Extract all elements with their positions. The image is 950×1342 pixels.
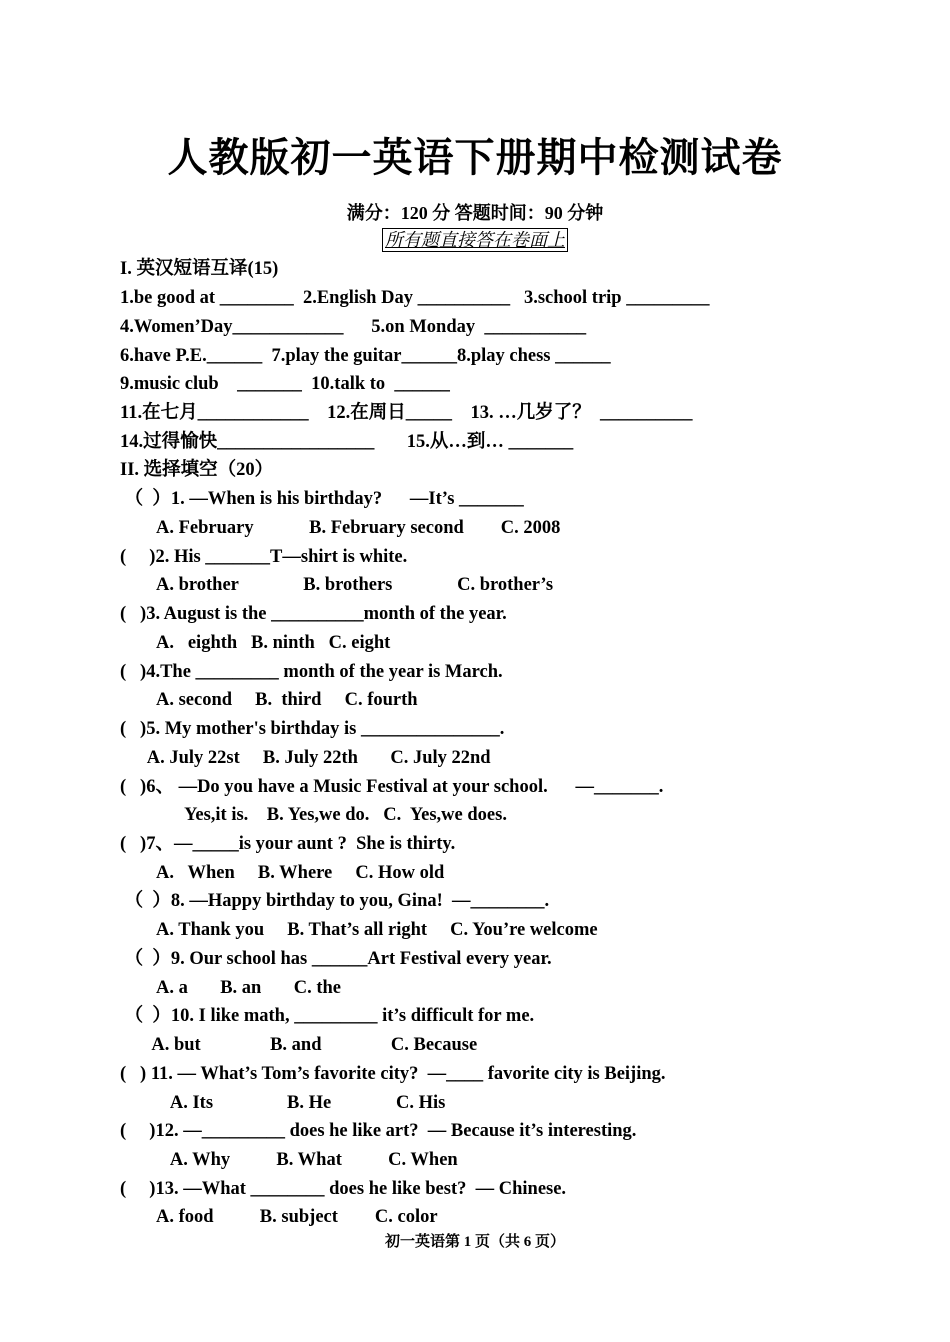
question-stem: ( )4.The _________ month of the year is March. bbox=[120, 662, 503, 682]
answer-options: A. brother B. brothers C. brother’s bbox=[120, 575, 554, 595]
section-heading-translation: I. 英汉短语互译(15) bbox=[120, 259, 279, 279]
answer-options: A. When B. Where C. How old bbox=[120, 863, 445, 883]
question-stem: ( )2. His _______T—shirt is white. bbox=[120, 547, 408, 567]
translation-row: 14.过得愉快_________________ 15.从…到… _______ bbox=[120, 432, 574, 452]
translation-row: 9.music club _______ 10.talk to ______ bbox=[120, 374, 450, 394]
section-heading-choice: II. 选择填空（20） bbox=[120, 460, 274, 480]
question-stem: （ ）1. —When is his birthday? —It’s _______ bbox=[120, 489, 524, 509]
translation-row: 1.be good at ________ 2.English Day __________ 3.school trip _________ bbox=[120, 288, 710, 308]
notice-container bbox=[0, 228, 950, 252]
translation-row: 6.have P.E.______ 7.play the guitar______8.play chess ______ bbox=[120, 346, 611, 366]
question-stem: ( )5. My mother's birthday is _______________. bbox=[120, 719, 505, 739]
page-footer: 初一英语第 1 页（共 6 页） bbox=[384, 1234, 565, 1250]
answer-options: A. February B. February second C. 2008 bbox=[120, 518, 561, 538]
answer-options: A. eighth B. ninth C. eight bbox=[120, 633, 391, 653]
page-title: 人教版初一英语下册期中检测试卷 bbox=[167, 135, 783, 181]
question-stem: （ ）10. I like math, _________ it’s difficult for me. bbox=[120, 1006, 535, 1026]
question-stem: （ ）9. Our school has ______Art Festival every year. bbox=[120, 949, 552, 969]
answer-options: Yes,it is. B. Yes,we do. C. Yes,we does. bbox=[120, 805, 507, 825]
question-stem: ( )13. —What ________ does he like best? — Chinese. bbox=[120, 1179, 567, 1199]
question-stem: ( )6、 —Do you have a Music Festival at your school. —_______. bbox=[120, 777, 664, 797]
answer-options: A. Why B. What C. When bbox=[120, 1150, 458, 1170]
answer-options: A. food B. subject C. color bbox=[120, 1207, 438, 1227]
answer-notice: 所有题直接答在卷面上 bbox=[382, 228, 568, 252]
question-stem: ( )12. —_________ does he like art? — Because it’s interesting. bbox=[120, 1121, 637, 1141]
answer-options: A. July 22st B. July 22th C. July 22nd bbox=[120, 748, 491, 768]
question-stem: ( )7、—_____is your aunt ? She is thirty. bbox=[120, 834, 456, 854]
question-stem: ( ) 11. — What’s Tom’s favorite city? —____ favorite city is Beijing. bbox=[120, 1064, 666, 1084]
score-time-info: 满分：120 分 答题时间：90 分钟 bbox=[346, 203, 604, 223]
answer-options: A. Thank you B. That’s all right C. You’re welcome bbox=[120, 920, 598, 940]
translation-row: 11.在七月____________ 12.在周日_____ 13. …几岁了？ __________ bbox=[120, 403, 693, 423]
question-stem: （ ）8. —Happy birthday to you, Gina! —________. bbox=[120, 891, 550, 911]
answer-options: A. Its B. He C. His bbox=[120, 1093, 446, 1113]
answer-options: A. second B. third C. fourth bbox=[120, 690, 418, 710]
answer-options: A. a B. an C. the bbox=[120, 978, 341, 998]
answer-options: A. but B. and C. Because bbox=[120, 1035, 478, 1055]
question-stem: ( )3. August is the __________month of the year. bbox=[120, 604, 507, 624]
translation-row: 4.Women’Day____________ 5.on Monday ___________ bbox=[120, 317, 587, 337]
